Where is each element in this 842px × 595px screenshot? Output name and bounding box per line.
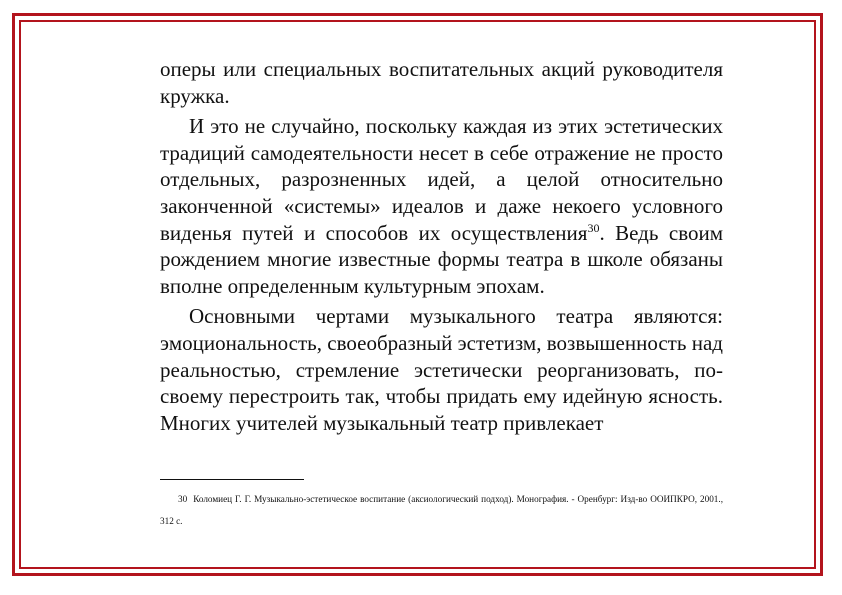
document-body [160, 56, 723, 436]
footnote-separator [160, 479, 304, 480]
footnote-text: Коломиец Г. Г. Музыкально-эстетическое воспитание (аксиологический подход). Монография. - Оренбург: Изд-во ООИПКРО, 2001., 312 с. [160, 494, 723, 526]
footnote [160, 488, 723, 532]
footnote-number: 30 [178, 494, 188, 504]
paragraph-musical-theatre: Основными чертами музыкального театра являются: эмоциональность, своеобразный эстетизм, возвышенность над реальностью, стремление эстетически реорганизовать, по-своему перестроить так, чтобы придать ему идейную ясность. Многих учителей музыкальный театр привлекает [160, 304, 723, 435]
paragraph-text-before-ref: И это не случайно, поскольку каждая из этих эстетических традиций самодеятельности несет в себе отражение не просто отдельных, разрозненных идей, а целой относительно законченной «системы» идеалов и даже некоего условного виденья путей и способов их осуществления [160, 114, 723, 245]
paragraph-traditions [160, 113, 723, 299]
footnote-reference[interactable]: 30 [587, 220, 600, 235]
paragraph-continuation: оперы или специальных воспитательных акций руководителя кружка. [160, 57, 723, 108]
paragraph-text-after-ref: . Ведь своим рождением многие известные формы театра в школе обязаны вполне определенным культурным эпохам. [160, 220, 723, 298]
